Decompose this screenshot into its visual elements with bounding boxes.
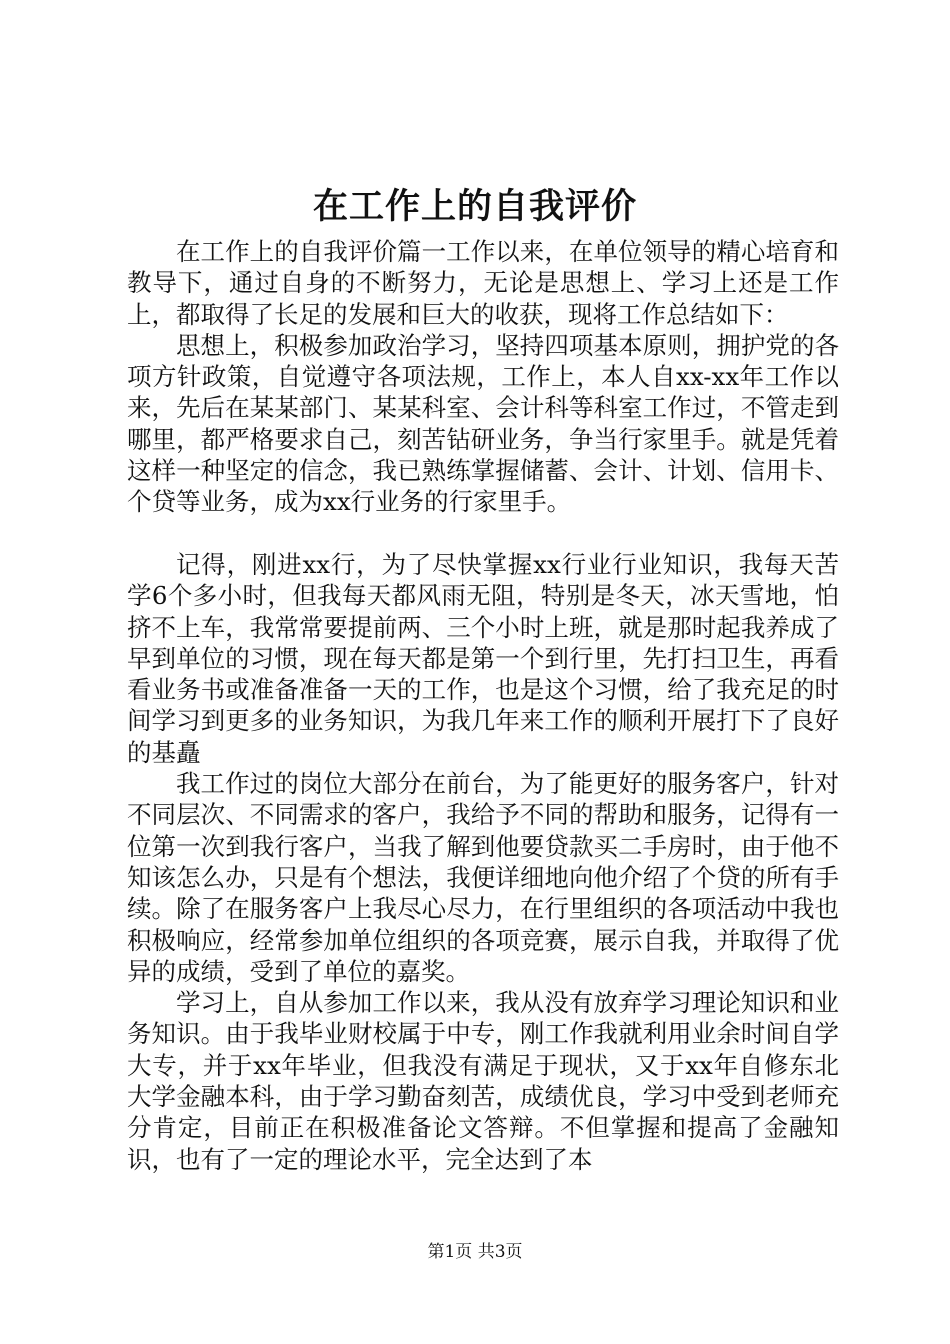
page-footer: 第1页 共3页: [427, 1242, 523, 1262]
document-body: [127, 236, 839, 1175]
paragraph-thought: 思想上，积极参加政治学习，坚持四项基本原则，拥护党的各项方针政策，自觉遵守各项法规，工作上，本人自xx-xx年工作以来，先后在某某部门、某某科室、会计科等科室工作过，不管走到哪里，都严格要求自己，刻苦钻研业务，争当行家里手。就是凭着这样一种坚定的信念，我已熟练掌握储蓄、会计、计划、信用卡、个贷等业务，成为xx行业务的行家里手。: [127, 330, 839, 517]
blank-line: [127, 518, 839, 549]
paragraph-memory: 记得，刚进xx行，为了尽快掌握xx行业行业知识，我每天苦学6个多小时，但我每天都风雨无阻，特别是冬天，冰天雪地，怕挤不上车，我常常要提前两、三个小时上班，就是那时起我养成了早到单位的习惯，现在每天都是第一个到行里，先打扫卫生，再看看业务书或准备准备一天的工作，也是这个习惯，给了我充足的时间学习到更多的业务知识，为我几年来工作的顺利开展打下了良好的基矗: [127, 549, 839, 767]
paragraph-service: 我工作过的岗位大部分在前台，为了能更好的服务客户，针对不同层次、不同需求的客户，我给予不同的帮助和服务，记得有一位第一次到我行客户，当我了解到他要贷款买二手房时，由于他不知该怎么办，只是有个想法，我便详细地向他介绍了个贷的所有手续。除了在服务客户上我尽心尽力，在行里组织的各项活动中我也积极响应，经常参加单位组织的各项竞赛，展示自我，并取得了优异的成绩，受到了单位的嘉奖。: [127, 769, 839, 986]
document-title: 在工作上的自我评价: [312, 186, 637, 227]
paragraph-study: 学习上，自从参加工作以来，我从没有放弃学习理论知识和业务知识。由于我毕业财校属于中专，刚工作我就利用业余时间自学大专，并于xx年毕业，但我没有满足于现状，又于xx年自修东北大学金融本科，由于学习勤奋刻苦，成绩优良，学习中受到老师充分肯定，目前正在积极准备论文答辩。不但掌握和提高了金融知识，也有了一定的理论水平，完全达到了本: [127, 988, 839, 1174]
paragraph-intro: 在工作上的自我评价篇一工作以来，在单位领导的精心培育和教导下，通过自身的不断努力，无论是思想上、学习上还是工作上，都取得了长足的发展和巨大的收获，现将工作总结如下：: [127, 237, 839, 329]
